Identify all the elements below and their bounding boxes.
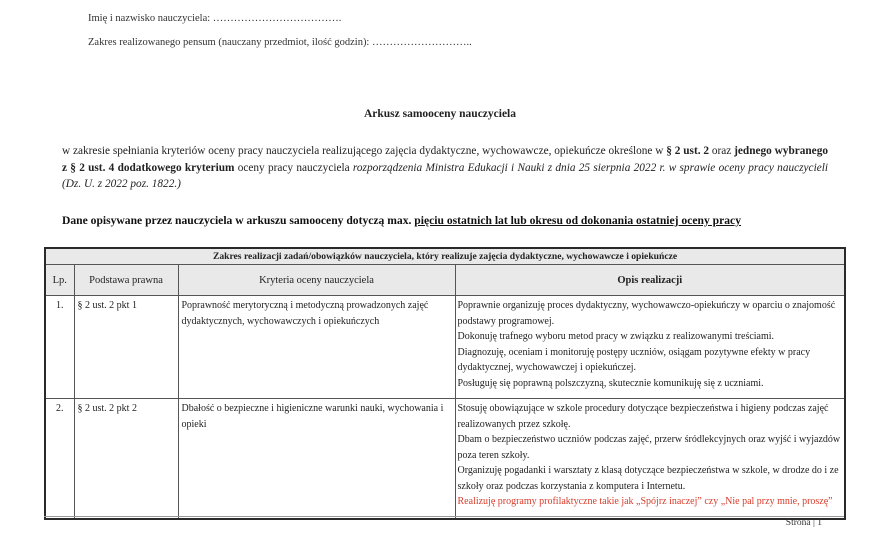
footer-divider — [44, 516, 844, 517]
description-line: Dbam o bezpieczeństwo uczniów podczas zajęć, przerw śródlekcyjnych oraz wyjść i wyjazdów poza teren szkoły. — [457, 434, 841, 461]
legal-basis-cell: § 2 ust. 2 pkt 1 — [74, 296, 178, 399]
description-line: Posługuję się poprawną polszczyzną, skutecznie komunikuję się z uczniami. — [457, 377, 764, 389]
description-line: Stosuję obowiązujące w szkole procedury dotyczące bezpieczeństwa i higieny podczas zajęć realizowanych przez szkołę. — [457, 403, 829, 430]
criteria-cell: Dbałość o bezpieczne i higieniczne warunki nauki, wychowania i opieki — [178, 399, 455, 520]
row-number: 1. — [45, 296, 74, 399]
teacher-name-field: Imię i nazwisko nauczyciela: ………………………………. — [88, 13, 342, 24]
column-header-lp: Lp. — [45, 265, 74, 296]
table-row — [45, 399, 845, 520]
intro-italic-regulation: rozporządzenia Ministra Edukacji i Nauki z dnia 25 sierpnia 2022 r. w sprawie oceny pracy nauczycieli (Dz. U. z 2022 poz. 1822.) — [62, 161, 828, 190]
description-line: Dokonuję trafnego wyboru metod pracy w związku z realizowanymi treściami. — [457, 331, 775, 342]
legal-basis-cell: § 2 ust. 2 pkt 2 — [74, 399, 178, 520]
intro-bold-2: jednego wybranego z § 2 ust. 4 dodatkowego kryterium — [62, 145, 828, 174]
intro-text-1: w zakresie spełniania kryteriów oceny pracy nauczyciela realizującego zajęcia dydaktyczne, wychowawcze, opiekuńcze określone w — [62, 145, 667, 157]
column-header-basis: Podstawa prawna — [74, 265, 178, 296]
column-header-description: Opis realizacji — [455, 265, 845, 296]
scope-note — [62, 214, 832, 227]
page-number: Strona | 1 — [785, 518, 822, 528]
description-highlight-line: Realizuję programy profilaktyczne takie jak „Spójrz inaczej” czy „Nie pal przy mnie, proszę” — [457, 496, 833, 507]
column-header-criteria: Kryteria oceny nauczyciela — [178, 265, 455, 296]
row-number: 2. — [45, 399, 74, 520]
scope-note-underlined: pięciu ostatnich lat lub okresu od dokonania ostatniej oceny pracy — [414, 214, 741, 227]
intro-text-3: oceny pracy nauczyciela — [234, 161, 353, 174]
description-line: Organizuję pogadanki i warsztaty z klasą dotyczące bezpieczeństwa w szkole, w drodze do i ze szkoły oraz podczas korzystania z komputera i Internetu. — [457, 465, 839, 492]
table-row — [45, 296, 845, 399]
intro-bold-1: § 2 ust. 2 — [666, 145, 710, 157]
scope-note-lead: Dane opisywane przez nauczyciela w arkuszu samooceny dotyczą max. — [62, 214, 415, 227]
description-cell — [455, 296, 845, 399]
document-title: Arkusz samooceny nauczyciela — [363, 108, 517, 120]
intro-text-2: oraz — [709, 145, 735, 157]
criteria-cell: Poprawność merytoryczną i metodyczną prowadzonych zajęć dydaktycznych, wychowawczych i opiekuńczych — [178, 296, 455, 399]
self-assessment-table — [44, 247, 846, 520]
description-line: Diagnozuję, oceniam i monitoruję postępy uczniów, osiągam pozytywne efekty w pracy dydaktycznej, wychowawczej i opiekuńczej. — [457, 346, 811, 373]
description-line: Poprawnie organizuję proces dydaktyczny, wychowawczo-opiekuńczy w oparciu o znajomość podstawy programowej. — [457, 300, 836, 327]
table-band-header: Zakres realizacji zadań/obowiązków nauczyciela, który realizuje zajęcia dydaktyczne, wychowawcze i opiekuńcze — [45, 248, 845, 265]
intro-paragraph — [62, 143, 828, 193]
description-cell — [455, 399, 845, 520]
teaching-scope-field: Zakres realizowanego pensum (nauczany przedmiot, ilość godzin): ……………………….. — [88, 37, 472, 48]
